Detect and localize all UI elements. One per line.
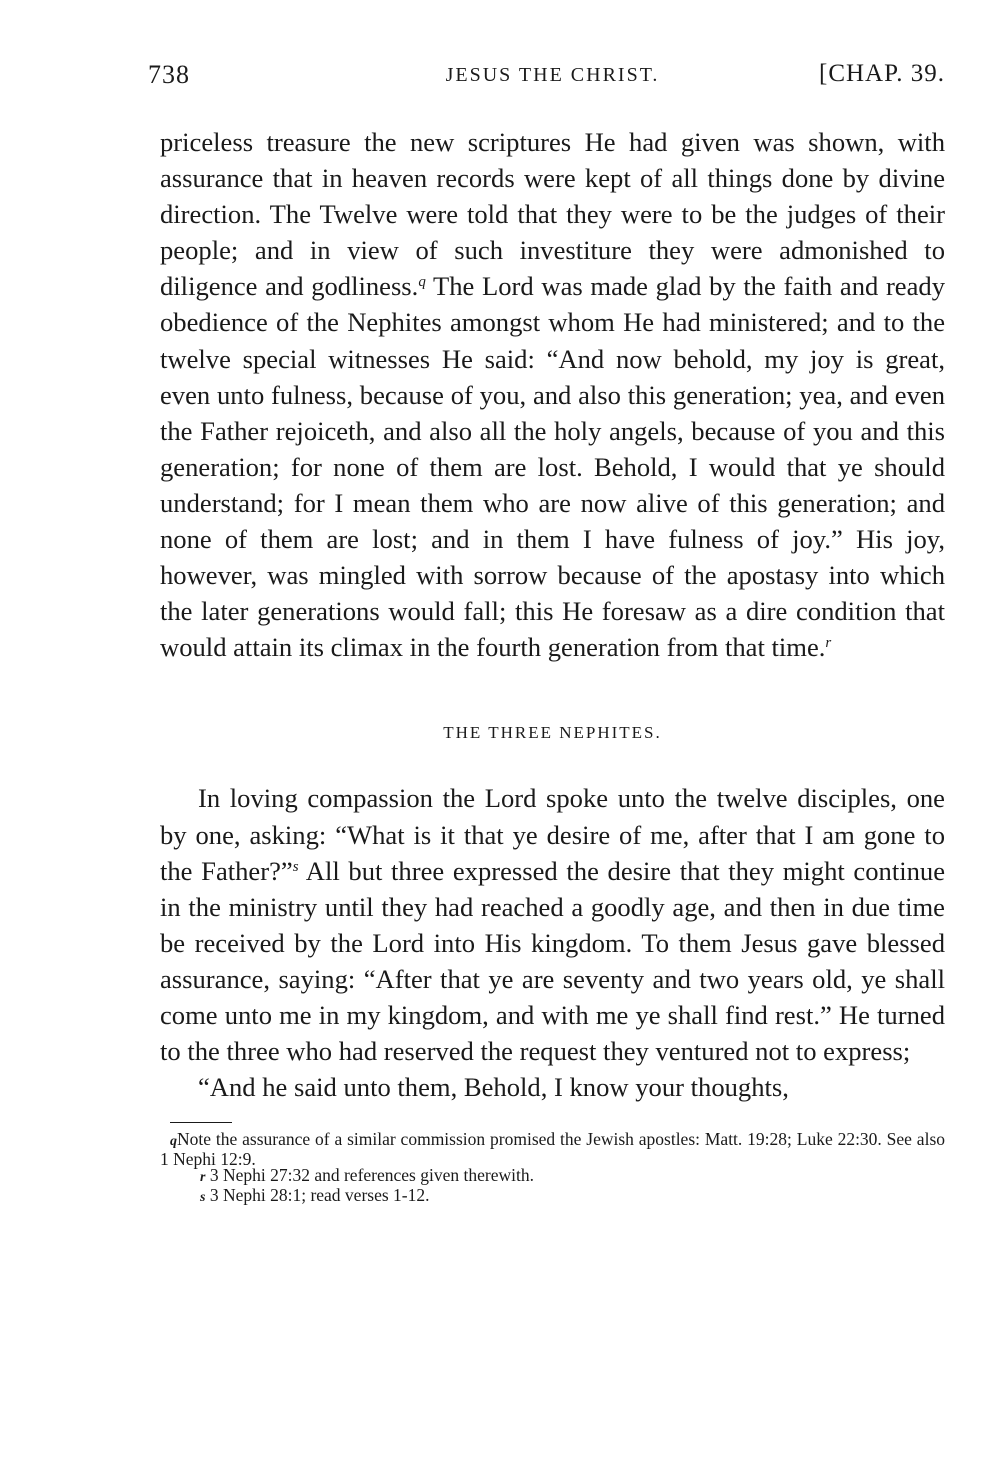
paragraph-2 (160, 780, 945, 1069)
footnote-text: Note the assurance of a similar commission promised the Jewish apostles: Matt. 19:28; Luke 22:30. See also 1 Nephi 12:9. (160, 1129, 945, 1169)
footnote-divider (170, 1122, 232, 1123)
footnote-ref-r: r (825, 635, 832, 652)
page-number: 738 (148, 60, 190, 89)
paragraph-2-text-a: In loving compassion the Lord spoke unto the twelve disciples, one by one, asking: “What is it that ye desire of me, after that I am gone to the Father?” (160, 783, 945, 886)
section-heading: THE THREE NEPHITES. (443, 723, 662, 743)
paragraph-2-text-b: All but three expressed the desire that they might continue in the ministry until they had reached a goodly age, and then in due time be received by the Lord into His kingdom. To them Jesus gave blessed assurance, saying: “After that ye are seventy and two years old, ye shall come unto me in my kingdom, and with me ye shall find rest.” He turned to the three who had reserved the request they ventured not to express; (160, 855, 945, 1067)
footnote-s (160, 1184, 945, 1207)
paragraph-1 (160, 124, 945, 665)
footnote-ref-s: s (292, 858, 299, 875)
paragraph-3: “And he said unto them, Behold, I know your thoughts, (198, 1072, 789, 1103)
footnote-mark: s (200, 1189, 206, 1205)
paragraph-1-text-a: priceless treasure the new scriptures He had given was shown, with assurance that in heaven records were kept of all things done by divine direction. The Twelve were told that they were to be the judges of their people; and in view of such investiture they were admonished to diligence and godliness. (160, 127, 945, 302)
paragraph-1-text-b: The Lord was made glad by the faith and ready obedience of the Nephites amongst whom He had ministered; and to the twelve special witnesses He said: “And now behold, my joy is great, even unto fulness, because of you, and also this generation; yea, and even the Father rejoiceth, and also all the holy angels, because of you and this generation; for none of them are lost. Behold, I would that ye should understand; for I mean them who are now alive of this generation; and none of them are lost; and in them I have fulness of joy.” His joy, however, was mingled with sorrow because of the apostasy into which the later generations would fall; this He foresaw as a dire condition that would attain its climax in the fourth generation from that time. (160, 271, 946, 663)
footnote-q (160, 1131, 945, 1167)
main-text (160, 124, 945, 1105)
footnote-mark: q (170, 1134, 177, 1150)
chapter-label: [CHAP. 39. (819, 60, 945, 87)
book-title: JESUS THE CHRIST. (445, 64, 660, 86)
book-page (148, 60, 946, 1206)
footnotes (160, 1131, 945, 1206)
footnote-text: 3 Nephi 28:1; read verses 1-12. (209, 1184, 430, 1205)
footnote-ref-q: q (418, 274, 426, 291)
footnote-mark: r (200, 1170, 206, 1186)
footnote-text: 3 Nephi 27:32 and references given therewith. (209, 1165, 534, 1186)
running-header (148, 60, 945, 100)
